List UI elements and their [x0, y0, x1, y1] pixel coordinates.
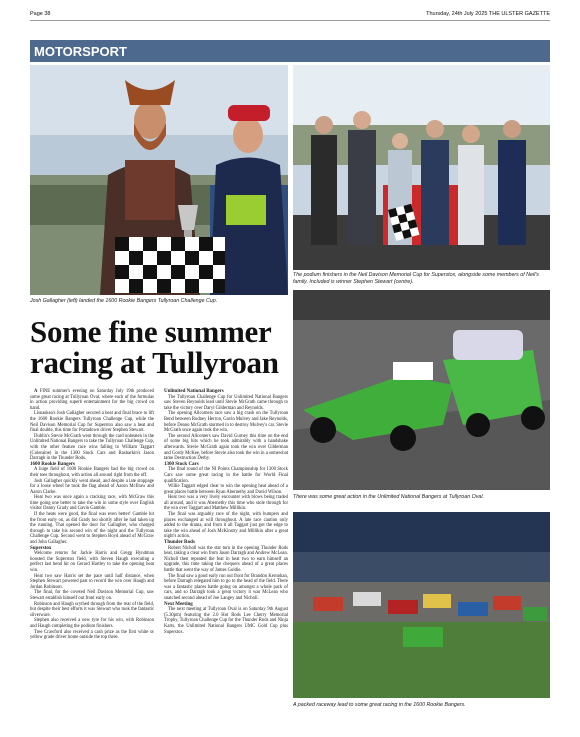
- paragraph: Heat two saw Harris set the pace until half distance, when Stephen Stewart powered past to record the win over Haugh and Jordan Robinson.: [30, 573, 154, 590]
- paragraph: The second Allcomers saw David Gurney this time on the end of some big hits which he took admirably with a handshake afterwards. Stevie McGrath again took the win over Gilderman and Gordy McKee, before Stevie also took the win in a somewhat tame Destruction Derby.: [164, 433, 288, 462]
- subheading: 1300 Stock Cars: [164, 461, 199, 467]
- caption-trophy-winners: Josh Gallagher (left) landed the 1600 Rookie Bangers Tullyroan Challenge Cup.: [30, 298, 218, 304]
- raceway-image: [293, 512, 550, 698]
- paragraph: The final round of the NI Points Championship for 1300 Stock Cars saw some great racing in the battle for World Final qualification.: [164, 467, 288, 484]
- paragraph: The Tullyroan Challenge Cup for Unlimited National Bangers saw Steven Reynolds lead until Stevie McGrath came through to take the victory over Daryl Gilderman and Reynolds.: [164, 394, 288, 411]
- banger-crash-image: [293, 290, 550, 490]
- paragraph: Heat two was a very lively encounter with blows being traded all around, and it was Abernethy this time who stole through for the win over Taggart and Matthew Millikin.: [164, 495, 288, 512]
- paragraph: Dublin's Stevie McGrath went through the card unbeaten in the Unlimited National Bangers to take the Tullyroan Challenge Cup, with the other feature race wins falling to William Taggart (Coleraine) in the 1300 Stock Cars and Rasharkin's Jason Darragh in the Thunder Rods.: [30, 433, 154, 462]
- paragraph: A FINE summer's evening on Saturday July 19th produced some great racing at Tullyroan Oval, where each of the formulas in action providing superb entertainment for the big crowd on hand.: [30, 389, 154, 411]
- article-column-2: [164, 389, 288, 635]
- paragraph: The final, for the coveted Neil Davison Memorial Cup, saw Stewart establish himself out front early on.: [30, 590, 154, 601]
- paragraph: Josh Gallagher quickly went ahead, and despite a late stoppage for a loose wheel he took the flag ahead of Aaron McIlraw and Aaron Clarke.: [30, 478, 154, 495]
- paragraph: The opening Allcomers race saw a big crash on the Tullyroan Bend between Rodney Herron, Gavin Mulvey and Jake Reynolds, before Deano McGrath stormed in to destroy Mulvey's car. Stevie McGrath once again took the win.: [164, 411, 288, 434]
- subheading: 1600 Rookie Bangers: [30, 461, 75, 467]
- subheading: Thunder Rods: [164, 540, 195, 546]
- photo-trophy-winners: [30, 65, 288, 295]
- paragraph: Stephen also received a new tyre for his win, with Robinson and Haugh completing the podium finishers.: [30, 618, 154, 629]
- page-number: Page 38: [30, 11, 51, 17]
- caption-banger-crash: There was some great action in the Unlimited National Bangers at Tullyroan Oval.: [293, 494, 484, 500]
- paragraph: If the heats were good, the final was even better! Gamble hit the front early on, as did Grady too shortly after he had taken up the running. That opened the door for Gallagher, who charged through to take his second win of the night and the Tullyroan Challenge Cup. Second went to Stephen Boyd ahead of McGraw and John Gallagher.: [30, 512, 154, 546]
- photo-banger-crash: [293, 290, 550, 490]
- section-title: MOTORSPORT: [34, 43, 127, 59]
- paragraph: Willie Taggart edged clear to win the opening heat ahead of a great places battle between Ryan Abernethy and David Wilson.: [164, 484, 288, 495]
- subheading: Superstox: [30, 545, 52, 551]
- article-headline: Some fine summer racing at Tullyroan: [30, 314, 279, 380]
- paragraph: A huge field of 1600 Rookie Bangers had the big crowd on their toes throughout, with action all around right from the off.: [30, 467, 154, 478]
- page-header: [30, 8, 550, 21]
- podium-group-image: [293, 65, 550, 270]
- paragraph: Heat two was once again a cracking race, with McGraw this time going one better to take the win in some style over English visitor Danny Grady and Gavin Gamble.: [30, 495, 154, 512]
- publication-date: Thursday, 24th July 2025 THE ULSTER GAZETTE: [426, 11, 550, 17]
- photo-raceway: [293, 512, 550, 698]
- caption-raceway: A packed raceway lead to some great racing in the 1600 Rookie Bangers.: [293, 702, 466, 708]
- subheading: Unlimited National Bangers: [164, 389, 224, 394]
- paragraph: Robinson and Haugh scythed through from the rear of the field, but despite their best efforts it was Stewart who took the fantastic silverware.: [30, 601, 154, 618]
- paragraph: Welcome returns for Jackie Harris and Gregg Hyndman boosted the Superstox field, with Steven Haugh executing a perfect last bend hit on Gerard Hartley to take the opening heat win.: [30, 551, 154, 573]
- paragraph: The final was arguably race of the night, with bumpers and places exchanged at will throughout. A late race caution only added to the drama, and from it all Taggart just got the edge to take the win ahead of Josh McKinstry and Millikin after a great night's action.: [164, 512, 288, 540]
- trophy-winners-image: [30, 65, 288, 295]
- paragraph: The final saw a good early run out front for Brandon Kernohan, before Darragh relegated him to go to the head of the field. There was a fantastic places battle going on amongst a whole pack of cars, and so Darragh took a great victory it was McLean who snatched second ahead of Joe Langey and Nicholl.: [164, 573, 288, 601]
- paragraph: Lisnaskea's Josh Gallagher secured a heat and final brace to lift the 1600 Rookie Bangers Tullyroan Challenge Cup, while the Neil Davison Memorial Cup for Superstox also saw a heat and final double, this time for Portadown driver Stephen Stewart.: [30, 411, 154, 434]
- paragraph: Tree Crawford also received a cash prize as the first white or yellow grade driver home outside the top three.: [30, 629, 154, 641]
- paragraph: Robert Nicholl was the star turn in the opening Thunder Rods heat, taking a clear win from Jason Darragh and Andrew McLean. Nicholl then repeated the feat in heat two to earn himself an upgrade, this time taking the chequers ahead of a great places battle that went the way of James Goldie.: [164, 545, 288, 573]
- photo-podium-group: [293, 65, 550, 270]
- caption-podium-group: The podium finishers in the Neil Davison Memorial Cup for Superstox, alongside some members of Neil's family. Included is winner Stephen Stewart (centre).: [293, 272, 539, 285]
- article-column-1: [30, 389, 154, 641]
- section-banner: [30, 40, 550, 62]
- paragraph: The next meeting at Tullyroan Oval is on Saturday 9th August (5.30pm) featuring the 2.0 Hot Rods Lee Cherry Memorial Trophy, Tullyroan Challenge Cup for the Thunder Rods and Ninja Karts, the Unlimited National Bangers UMC Gold Cup plus Superstox.: [164, 607, 288, 635]
- subheading: Next Meeting: [164, 601, 193, 607]
